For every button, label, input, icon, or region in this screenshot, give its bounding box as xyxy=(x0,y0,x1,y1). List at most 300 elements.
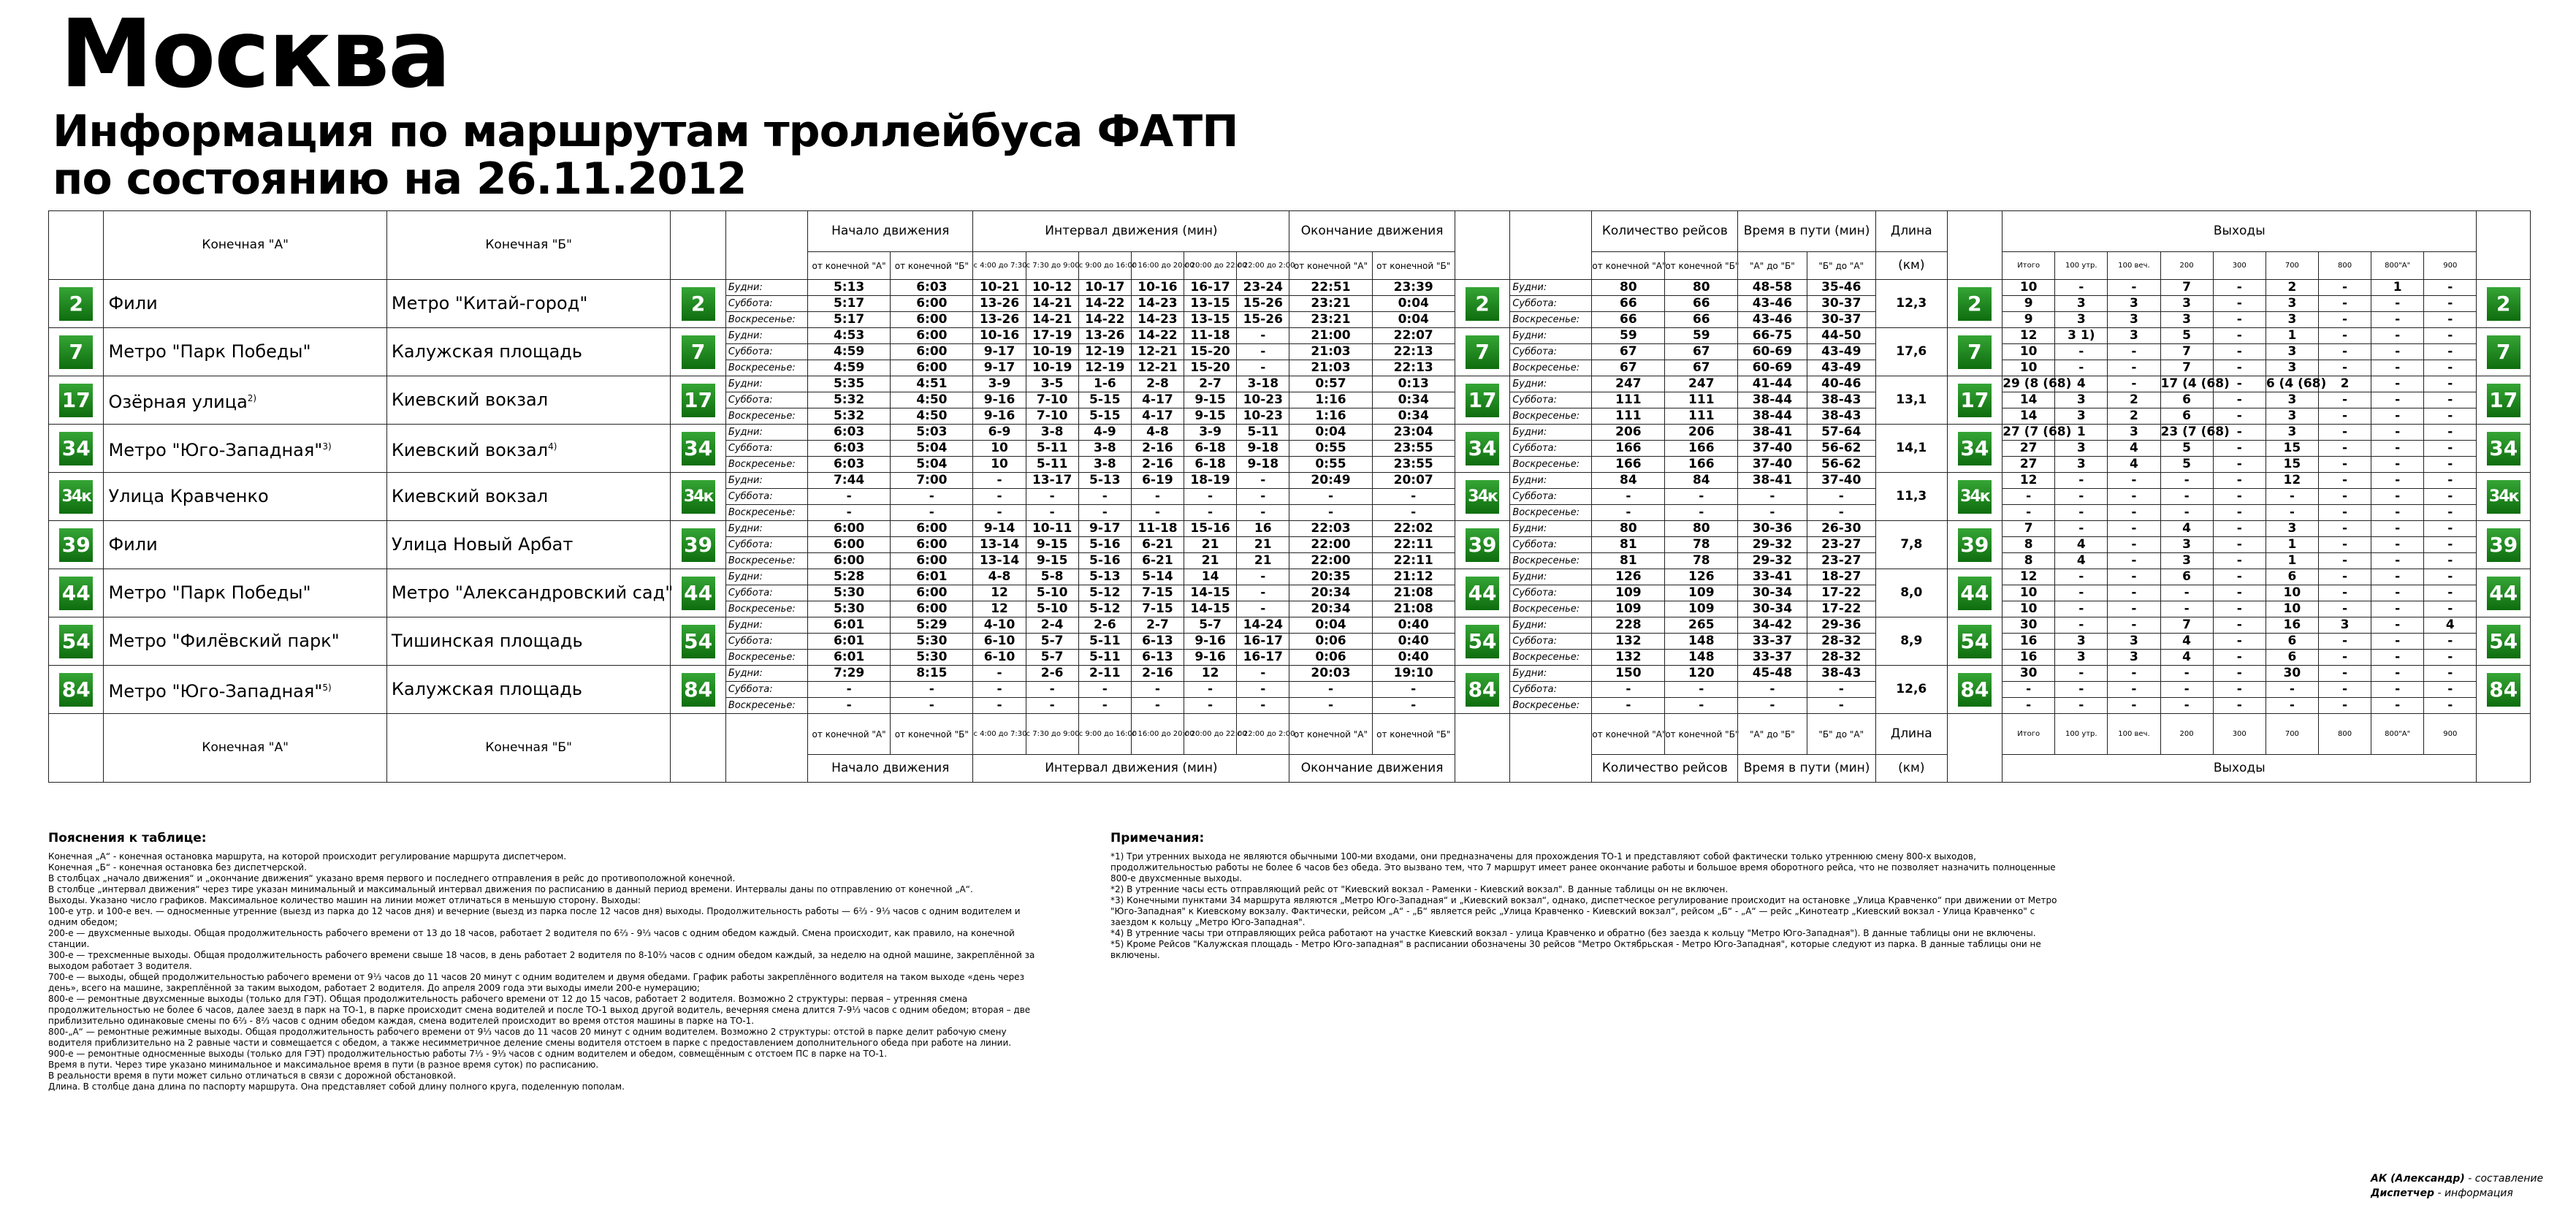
route-number-badge: 84 xyxy=(59,673,93,707)
end-time: 0:06 xyxy=(1289,650,1372,666)
header-length-unit: (км) xyxy=(1875,252,1947,280)
exit-count: - xyxy=(2318,312,2371,328)
travel-time: 37-40 xyxy=(1807,473,1875,489)
header-length: Длина xyxy=(1875,211,1947,252)
header-exit-col: 300 xyxy=(2213,252,2266,280)
travel-time: 18-27 xyxy=(1807,569,1875,585)
explanation-item: 800-е — ремонтные двухсменные выходы (только для ГЭТ). Общая продолжительность рабочего времени от 12 до 15 часов, работает 2 водителя. Возможно 2 структуры: первая – утренняя смена продолжительностью не более 6 часов, далее заезд в парк на ТО-1, в парке происходит смена водителей и после ТО-1 выход другой водитель, вечерняя смена длится 7-9⅓ часов с одним обедом; вторая – две приблизительно одинаковые смены по 6⅔ - 8⅔ часов с одним обедом каждая, смена водителей происходит во время отстоя машины в парке на ТО-1. xyxy=(48,994,1031,1026)
travel-time: 29-36 xyxy=(1807,617,1875,634)
terminal-a-name: Метро "Юго-Западная" xyxy=(108,439,323,460)
trips-count: - xyxy=(1665,505,1738,521)
travel-time: 28-32 xyxy=(1807,634,1875,650)
start-time: 6:00 xyxy=(891,601,973,617)
route-number-badge: 7 xyxy=(682,335,715,369)
day-label: Воскресенье: xyxy=(725,312,807,328)
route-number-badge: 44 xyxy=(1958,577,1992,610)
interval-value: - xyxy=(1237,666,1289,682)
terminal-a-name: Метро "Юго-Западная" xyxy=(108,680,323,702)
interval-value: 13-14 xyxy=(973,553,1026,569)
header-exit-col: 200 xyxy=(2160,252,2213,280)
interval-value: 2-6 xyxy=(1026,666,1078,682)
header-period: с 22:00 до 2:00 xyxy=(1237,252,1289,280)
interval-value: 3-8 xyxy=(1078,457,1131,473)
terminal-b-name: Метро "Китай-город" xyxy=(391,293,588,313)
exit-count: - xyxy=(2424,553,2477,569)
interval-value: 9-16 xyxy=(1184,650,1237,666)
start-time: 4:53 xyxy=(808,328,891,344)
interval-value: 15-20 xyxy=(1184,360,1237,376)
interval-value: 11-18 xyxy=(1184,328,1237,344)
exit-count: - xyxy=(2318,457,2371,473)
interval-value: 12-21 xyxy=(1131,344,1184,360)
trips-count: - xyxy=(1665,682,1738,698)
start-time: 5:28 xyxy=(808,569,891,585)
route-badge-cell xyxy=(2477,569,2531,617)
end-time: 0:57 xyxy=(1289,376,1372,392)
exit-count: - xyxy=(2055,280,2108,296)
trips-count: 132 xyxy=(1592,650,1665,666)
trips-count: 150 xyxy=(1592,666,1665,682)
explanation-item: 200-е — двухсменные выходы. Общая продолжительность рабочего времени от 13 до 18 часов, работает 2 водителя по 6⅔ - 9⅓ часов с одним обедом каждый. Смена происходит, как правило, на конечной станции. xyxy=(48,928,1015,949)
end-time: 20:34 xyxy=(1289,601,1372,617)
route-number-badge: 44 xyxy=(1466,577,1499,610)
exit-count: - xyxy=(2160,473,2213,489)
start-time: 5:29 xyxy=(891,617,973,634)
start-time: 5:17 xyxy=(808,312,891,328)
header-from: от конечной "Б" xyxy=(891,252,973,280)
interval-value: 5-16 xyxy=(1078,553,1131,569)
header-trips: Количество рейсов xyxy=(1592,755,1738,783)
end-time: 23:21 xyxy=(1289,312,1372,328)
travel-time: - xyxy=(1807,505,1875,521)
route-badge-cell xyxy=(671,666,725,714)
exit-count: - xyxy=(2213,344,2266,360)
interval-value: 3-9 xyxy=(1184,425,1237,441)
interval-value: 6-19 xyxy=(1131,473,1184,489)
trips-count: - xyxy=(1665,489,1738,505)
day-label: Суббота: xyxy=(725,441,807,457)
header-start: Начало движения xyxy=(808,211,973,252)
exit-count: 10 xyxy=(2266,601,2318,617)
end-time: 21:08 xyxy=(1372,601,1455,617)
exit-count: 6 (4 (68) xyxy=(2266,376,2327,391)
interval-value: 4-9 xyxy=(1078,425,1131,441)
interval-value: 4-8 xyxy=(1131,425,1184,441)
exit-count: - xyxy=(2424,457,2477,473)
start-time: 5:13 xyxy=(808,280,891,296)
trips-count: 166 xyxy=(1665,441,1738,457)
footer-row-top xyxy=(49,714,2531,755)
exit-count: 30 xyxy=(2003,617,2055,634)
interval-value: - xyxy=(973,666,1026,682)
interval-value: 14-21 xyxy=(1026,296,1078,312)
trips-count: 81 xyxy=(1592,553,1665,569)
exit-count: - xyxy=(2318,682,2371,698)
header-terminal-a: Конечная "А" xyxy=(104,211,386,280)
end-time: - xyxy=(1289,505,1372,521)
exit-count: 10 xyxy=(2003,344,2055,360)
exit-count: - xyxy=(2213,296,2266,312)
day-label: Будни: xyxy=(1510,473,1592,489)
header-blank xyxy=(671,211,725,280)
interval-value: 13-26 xyxy=(1078,328,1131,344)
start-time: 5:35 xyxy=(808,376,891,392)
header-period: с 20:00 до 22:00 xyxy=(1184,714,1237,755)
travel-time: 40-46 xyxy=(1807,376,1875,392)
interval-value: 16 xyxy=(1237,521,1289,537)
route-number-badge: 2 xyxy=(1958,287,1992,321)
route-length: 17,6 xyxy=(1875,328,1947,376)
exit-count: 3 xyxy=(2160,553,2213,569)
route-number-badge: 2 xyxy=(59,287,93,321)
interval-value: 10-19 xyxy=(1026,360,1078,376)
header-interval: Интервал движения (мин) xyxy=(973,211,1289,252)
exit-count: 6 xyxy=(2160,392,2213,408)
trips-count: - xyxy=(1592,505,1665,521)
exit-count: 3 xyxy=(2266,521,2318,537)
exit-count: 3 xyxy=(2108,328,2160,344)
route-badge-cell xyxy=(49,473,104,521)
travel-time: 35-46 xyxy=(1807,280,1875,296)
header-travel-time: Время в пути (мин) xyxy=(1738,211,1876,252)
interval-value: 10-23 xyxy=(1237,408,1289,425)
terminal-a-name: Улица Кравченко xyxy=(108,486,269,506)
trips-count: 111 xyxy=(1665,392,1738,408)
day-label: Воскресенье: xyxy=(1510,698,1592,714)
exit-count: - xyxy=(2055,569,2108,585)
exit-count: - xyxy=(2424,328,2477,344)
travel-time: - xyxy=(1738,698,1807,714)
terminal-a xyxy=(104,666,386,714)
exit-count: - xyxy=(2318,666,2371,682)
end-time: 22:02 xyxy=(1372,521,1455,537)
header-period: с 16:00 до 20:00 xyxy=(1131,252,1184,280)
interval-value: - xyxy=(1131,489,1184,505)
interval-value: 12-19 xyxy=(1078,360,1131,376)
route-number-badge: 54 xyxy=(2487,625,2520,658)
interval-value: 14-23 xyxy=(1131,296,1184,312)
exit-count: - xyxy=(2424,360,2477,376)
travel-time: 34-42 xyxy=(1738,617,1807,634)
interval-value: - xyxy=(1078,682,1131,698)
exit-count: - xyxy=(2318,408,2371,425)
route-badge-cell xyxy=(1947,617,2002,666)
interval-value: 5-16 xyxy=(1078,537,1131,553)
day-label: Воскресенье: xyxy=(725,601,807,617)
explanation-item: В реальности время в пути может сильно отличаться в связи с дорожной обстановкой. xyxy=(48,1071,457,1081)
start-time: 5:30 xyxy=(808,585,891,601)
interval-value: - xyxy=(1237,698,1289,714)
routes-table xyxy=(48,210,2531,783)
interval-value: 9-17 xyxy=(973,344,1026,360)
footnote-ref: 2) xyxy=(247,392,257,403)
terminal-a-name: Метро "Парк Победы" xyxy=(108,582,311,603)
start-time: 4:51 xyxy=(891,376,973,392)
route-badge-cell xyxy=(1947,376,2002,425)
explanations-list xyxy=(48,851,1049,1092)
exit-count: - xyxy=(2371,634,2424,650)
end-time: 0:06 xyxy=(1289,634,1372,650)
terminal-a-name: Метро "Филёвский парк" xyxy=(108,631,340,651)
exit-count: - xyxy=(2371,537,2424,553)
exit-count: - xyxy=(2424,682,2477,698)
day-label: Воскресенье: xyxy=(725,505,807,521)
exit-count: 6 xyxy=(2266,634,2318,650)
header-from: от конечной "А" xyxy=(808,252,891,280)
route-length: 13,1 xyxy=(1875,376,1947,425)
route-badge-cell xyxy=(671,617,725,666)
day-label: Будни: xyxy=(725,376,807,392)
start-time: 6:00 xyxy=(891,328,973,344)
header-blank xyxy=(671,714,725,783)
route-badge-cell xyxy=(1455,376,1509,425)
start-time: 6:03 xyxy=(891,280,973,296)
header-from: от конечной "А" xyxy=(1592,714,1665,755)
interval-value: 3-18 xyxy=(1237,376,1289,392)
interval-value: - xyxy=(1078,698,1131,714)
header-period: с 7:30 до 9:00 xyxy=(1026,252,1078,280)
trips-count: 81 xyxy=(1592,537,1665,553)
exit-count: - xyxy=(2318,344,2371,360)
trips-count: 206 xyxy=(1592,425,1665,441)
travel-time: 38-44 xyxy=(1738,392,1807,408)
route-badge-cell xyxy=(49,280,104,328)
start-time: 5:04 xyxy=(891,457,973,473)
day-label: Будни: xyxy=(1510,569,1592,585)
exit-count: - xyxy=(2371,698,2424,714)
exit-count: - xyxy=(2318,296,2371,312)
exit-count: - xyxy=(2055,698,2108,714)
exit-count: - xyxy=(2371,312,2424,328)
exit-count: - xyxy=(2371,489,2424,505)
day-label: Будни: xyxy=(725,328,807,344)
interval-value: - xyxy=(1026,682,1078,698)
start-time: 5:30 xyxy=(808,601,891,617)
end-time: 23:04 xyxy=(1372,425,1455,441)
exit-count: 3 xyxy=(2055,312,2108,328)
exit-count: - xyxy=(2266,489,2318,505)
route-badge-cell xyxy=(1947,569,2002,617)
exit-count: 3 xyxy=(2108,425,2160,441)
end-time: 22:13 xyxy=(1372,344,1455,360)
exit-count: 9 xyxy=(2003,296,2055,312)
interval-value: - xyxy=(1237,682,1289,698)
credit-dispatcher: Диспетчер xyxy=(2371,1187,2434,1199)
exit-count: 16 xyxy=(2003,650,2055,666)
exit-count: 16 xyxy=(2266,617,2318,634)
explanation-item: Конечная „Б“ - конечная остановка без диспетчерской. xyxy=(48,862,307,873)
day-label: Воскресенье: xyxy=(1510,408,1592,425)
end-time: 0:55 xyxy=(1289,457,1372,473)
exit-count: 3 xyxy=(2318,617,2371,634)
interval-value: 4-8 xyxy=(973,569,1026,585)
route-length: 8,0 xyxy=(1875,569,1947,617)
exit-count: - xyxy=(2213,441,2266,457)
interval-value: 2-6 xyxy=(1078,617,1131,634)
start-time: 5:03 xyxy=(891,425,973,441)
terminal-a-name: Фили xyxy=(108,534,158,555)
start-time: 6:03 xyxy=(808,457,891,473)
day-label: Воскресенье: xyxy=(1510,360,1592,376)
trips-count: 166 xyxy=(1592,441,1665,457)
exit-count: 7 xyxy=(2160,360,2213,376)
travel-time: 23-27 xyxy=(1807,553,1875,569)
header-exit-col: Итого xyxy=(2003,714,2055,755)
travel-time: 38-43 xyxy=(1807,408,1875,425)
exit-count: 3 xyxy=(2055,296,2108,312)
trips-count: 80 xyxy=(1592,280,1665,296)
interval-value: 2-7 xyxy=(1131,617,1184,634)
interval-value: 10-21 xyxy=(973,280,1026,296)
interval-value: 9-14 xyxy=(973,521,1026,537)
interval-value: 9-17 xyxy=(1078,521,1131,537)
start-time: 6:03 xyxy=(808,441,891,457)
travel-time: 43-49 xyxy=(1807,360,1875,376)
exit-count: - xyxy=(2318,473,2371,489)
header-start: Начало движения xyxy=(808,755,973,783)
exit-count: - xyxy=(2424,441,2477,457)
exit-count: - xyxy=(2055,682,2108,698)
exit-count: - xyxy=(2318,280,2371,296)
interval-value: 6-10 xyxy=(973,634,1026,650)
trips-count: 148 xyxy=(1665,634,1738,650)
day-label: Будни: xyxy=(725,280,807,296)
travel-time: 37-40 xyxy=(1738,457,1807,473)
terminal-b-name: Калужская площадь xyxy=(391,341,583,362)
route-badge-cell xyxy=(1455,425,1509,473)
exit-count: - xyxy=(2003,489,2055,505)
exit-count: - xyxy=(2318,537,2371,553)
interval-value: 5-11 xyxy=(1026,457,1078,473)
route-row xyxy=(49,280,2531,296)
interval-value: 14-21 xyxy=(1026,312,1078,328)
trips-count: 148 xyxy=(1665,650,1738,666)
day-label: Суббота: xyxy=(1510,441,1592,457)
day-label: Будни: xyxy=(1510,617,1592,634)
trips-count: 109 xyxy=(1665,601,1738,617)
interval-value: 5-8 xyxy=(1026,569,1078,585)
route-number-badge: 54 xyxy=(59,625,93,658)
explanation-item: 800-„А“ — ремонтные режимные выходы. Общая продолжительность рабочего времени от 9⅓ часов до 11 часов 20 минут с одним водителем. Возможно 2 структуры: отстой в парке делит рабочую смену водителя приблизительно на 2 равные части и совмещается с обедом, а также несимметричное деление смены водителя отстоем в парке с предоставлением дополнительного обеда при работе на линии. xyxy=(48,1027,1012,1048)
travel-time: 56-62 xyxy=(1807,457,1875,473)
terminal-b-name: Киевский вокзал xyxy=(391,486,549,506)
route-number-badge: 84 xyxy=(2487,673,2520,707)
exit-count: - xyxy=(2213,698,2266,714)
exit-count: - xyxy=(2266,682,2318,698)
start-time: 4:59 xyxy=(808,360,891,376)
interval-value: - xyxy=(1237,489,1289,505)
exit-count: 14 xyxy=(2003,392,2055,408)
header-length: Длина xyxy=(1875,714,1947,755)
exit-count: 27 xyxy=(2003,457,2055,473)
start-time: 6:00 xyxy=(891,344,973,360)
interval-value: 1-6 xyxy=(1078,376,1131,392)
end-time: - xyxy=(1372,698,1455,714)
header-from: от конечной "А" xyxy=(1289,714,1372,755)
day-label: Суббота: xyxy=(1510,537,1592,553)
start-time: 7:44 xyxy=(808,473,891,489)
day-label: Суббота: xyxy=(1510,585,1592,601)
route-number-badge: 34 xyxy=(2487,432,2520,465)
exit-count: - xyxy=(2371,569,2424,585)
day-label: Суббота: xyxy=(725,489,807,505)
route-length: 14,1 xyxy=(1875,425,1947,473)
header-from: от конечной "Б" xyxy=(1372,252,1455,280)
exit-count: 12 xyxy=(2003,328,2055,344)
interval-value: - xyxy=(1131,682,1184,698)
start-time: 6:00 xyxy=(808,553,891,569)
start-time: 5:04 xyxy=(891,441,973,457)
exit-count: - xyxy=(2371,666,2424,682)
explanation-item: В столбцах „начало движения“ и „окончание движения“ указано время первого и последнего отправления в рейс до противоположной конечной. xyxy=(48,873,736,883)
day-label: Будни: xyxy=(1510,666,1592,682)
interval-value: 5-11 xyxy=(1026,441,1078,457)
route-badge-cell xyxy=(2477,425,2531,473)
exit-count: - xyxy=(2213,601,2266,617)
travel-time: 30-34 xyxy=(1738,585,1807,601)
exit-count: - xyxy=(2213,537,2266,553)
route-number-badge: 17 xyxy=(59,384,93,417)
exit-count: 5 xyxy=(2160,441,2213,457)
exit-count: 3 xyxy=(2160,296,2213,312)
header-blank xyxy=(725,714,807,783)
interval-value: 9-16 xyxy=(973,392,1026,408)
start-time: 6:01 xyxy=(808,617,891,634)
terminal-a xyxy=(104,617,386,666)
header-exits: Выходы xyxy=(2003,755,2477,783)
exit-count: - xyxy=(2003,682,2055,698)
start-time: - xyxy=(808,698,891,714)
route-length: 12,3 xyxy=(1875,280,1947,328)
header-blank xyxy=(725,211,807,280)
exit-count: - xyxy=(2371,425,2424,441)
start-time: 6:00 xyxy=(891,360,973,376)
travel-time: 33-41 xyxy=(1738,569,1807,585)
terminal-b xyxy=(386,425,671,473)
end-time: 1:16 xyxy=(1289,408,1372,425)
end-time: 22:00 xyxy=(1289,537,1372,553)
header-end: Окончание движения xyxy=(1289,211,1455,252)
route-badge-cell xyxy=(1455,521,1509,569)
header-dir: "Б" до "А" xyxy=(1807,252,1875,280)
interval-value: - xyxy=(973,682,1026,698)
end-time: 0:34 xyxy=(1372,408,1455,425)
exit-count: - xyxy=(2160,666,2213,682)
route-row xyxy=(49,328,2531,344)
day-label: Суббота: xyxy=(725,634,807,650)
header-from: от конечной "Б" xyxy=(1665,714,1738,755)
page-subtitle-line2: по состоянию на 26.11.2012 xyxy=(53,153,747,205)
header-blank xyxy=(1510,211,1592,280)
interval-value: 13-15 xyxy=(1184,312,1237,328)
trips-count: 206 xyxy=(1665,425,1738,441)
trips-count: 166 xyxy=(1592,457,1665,473)
exit-count: 29 (8 (68) xyxy=(2003,376,2072,391)
day-label: Воскресенье: xyxy=(725,360,807,376)
exit-count: 30 xyxy=(2003,666,2055,682)
exit-count: - xyxy=(2371,585,2424,601)
travel-time: 41-44 xyxy=(1738,376,1807,392)
travel-time: 30-37 xyxy=(1807,296,1875,312)
route-length: 12,6 xyxy=(1875,666,1947,714)
route-number-badge: 44 xyxy=(59,577,93,610)
interval-value: 5-12 xyxy=(1078,585,1131,601)
header-dir: "Б" до "А" xyxy=(1807,714,1875,755)
interval-value: 5-15 xyxy=(1078,408,1131,425)
interval-value: 2-4 xyxy=(1026,617,1078,634)
exit-count: - xyxy=(2108,473,2160,489)
interval-value: 10-16 xyxy=(973,328,1026,344)
